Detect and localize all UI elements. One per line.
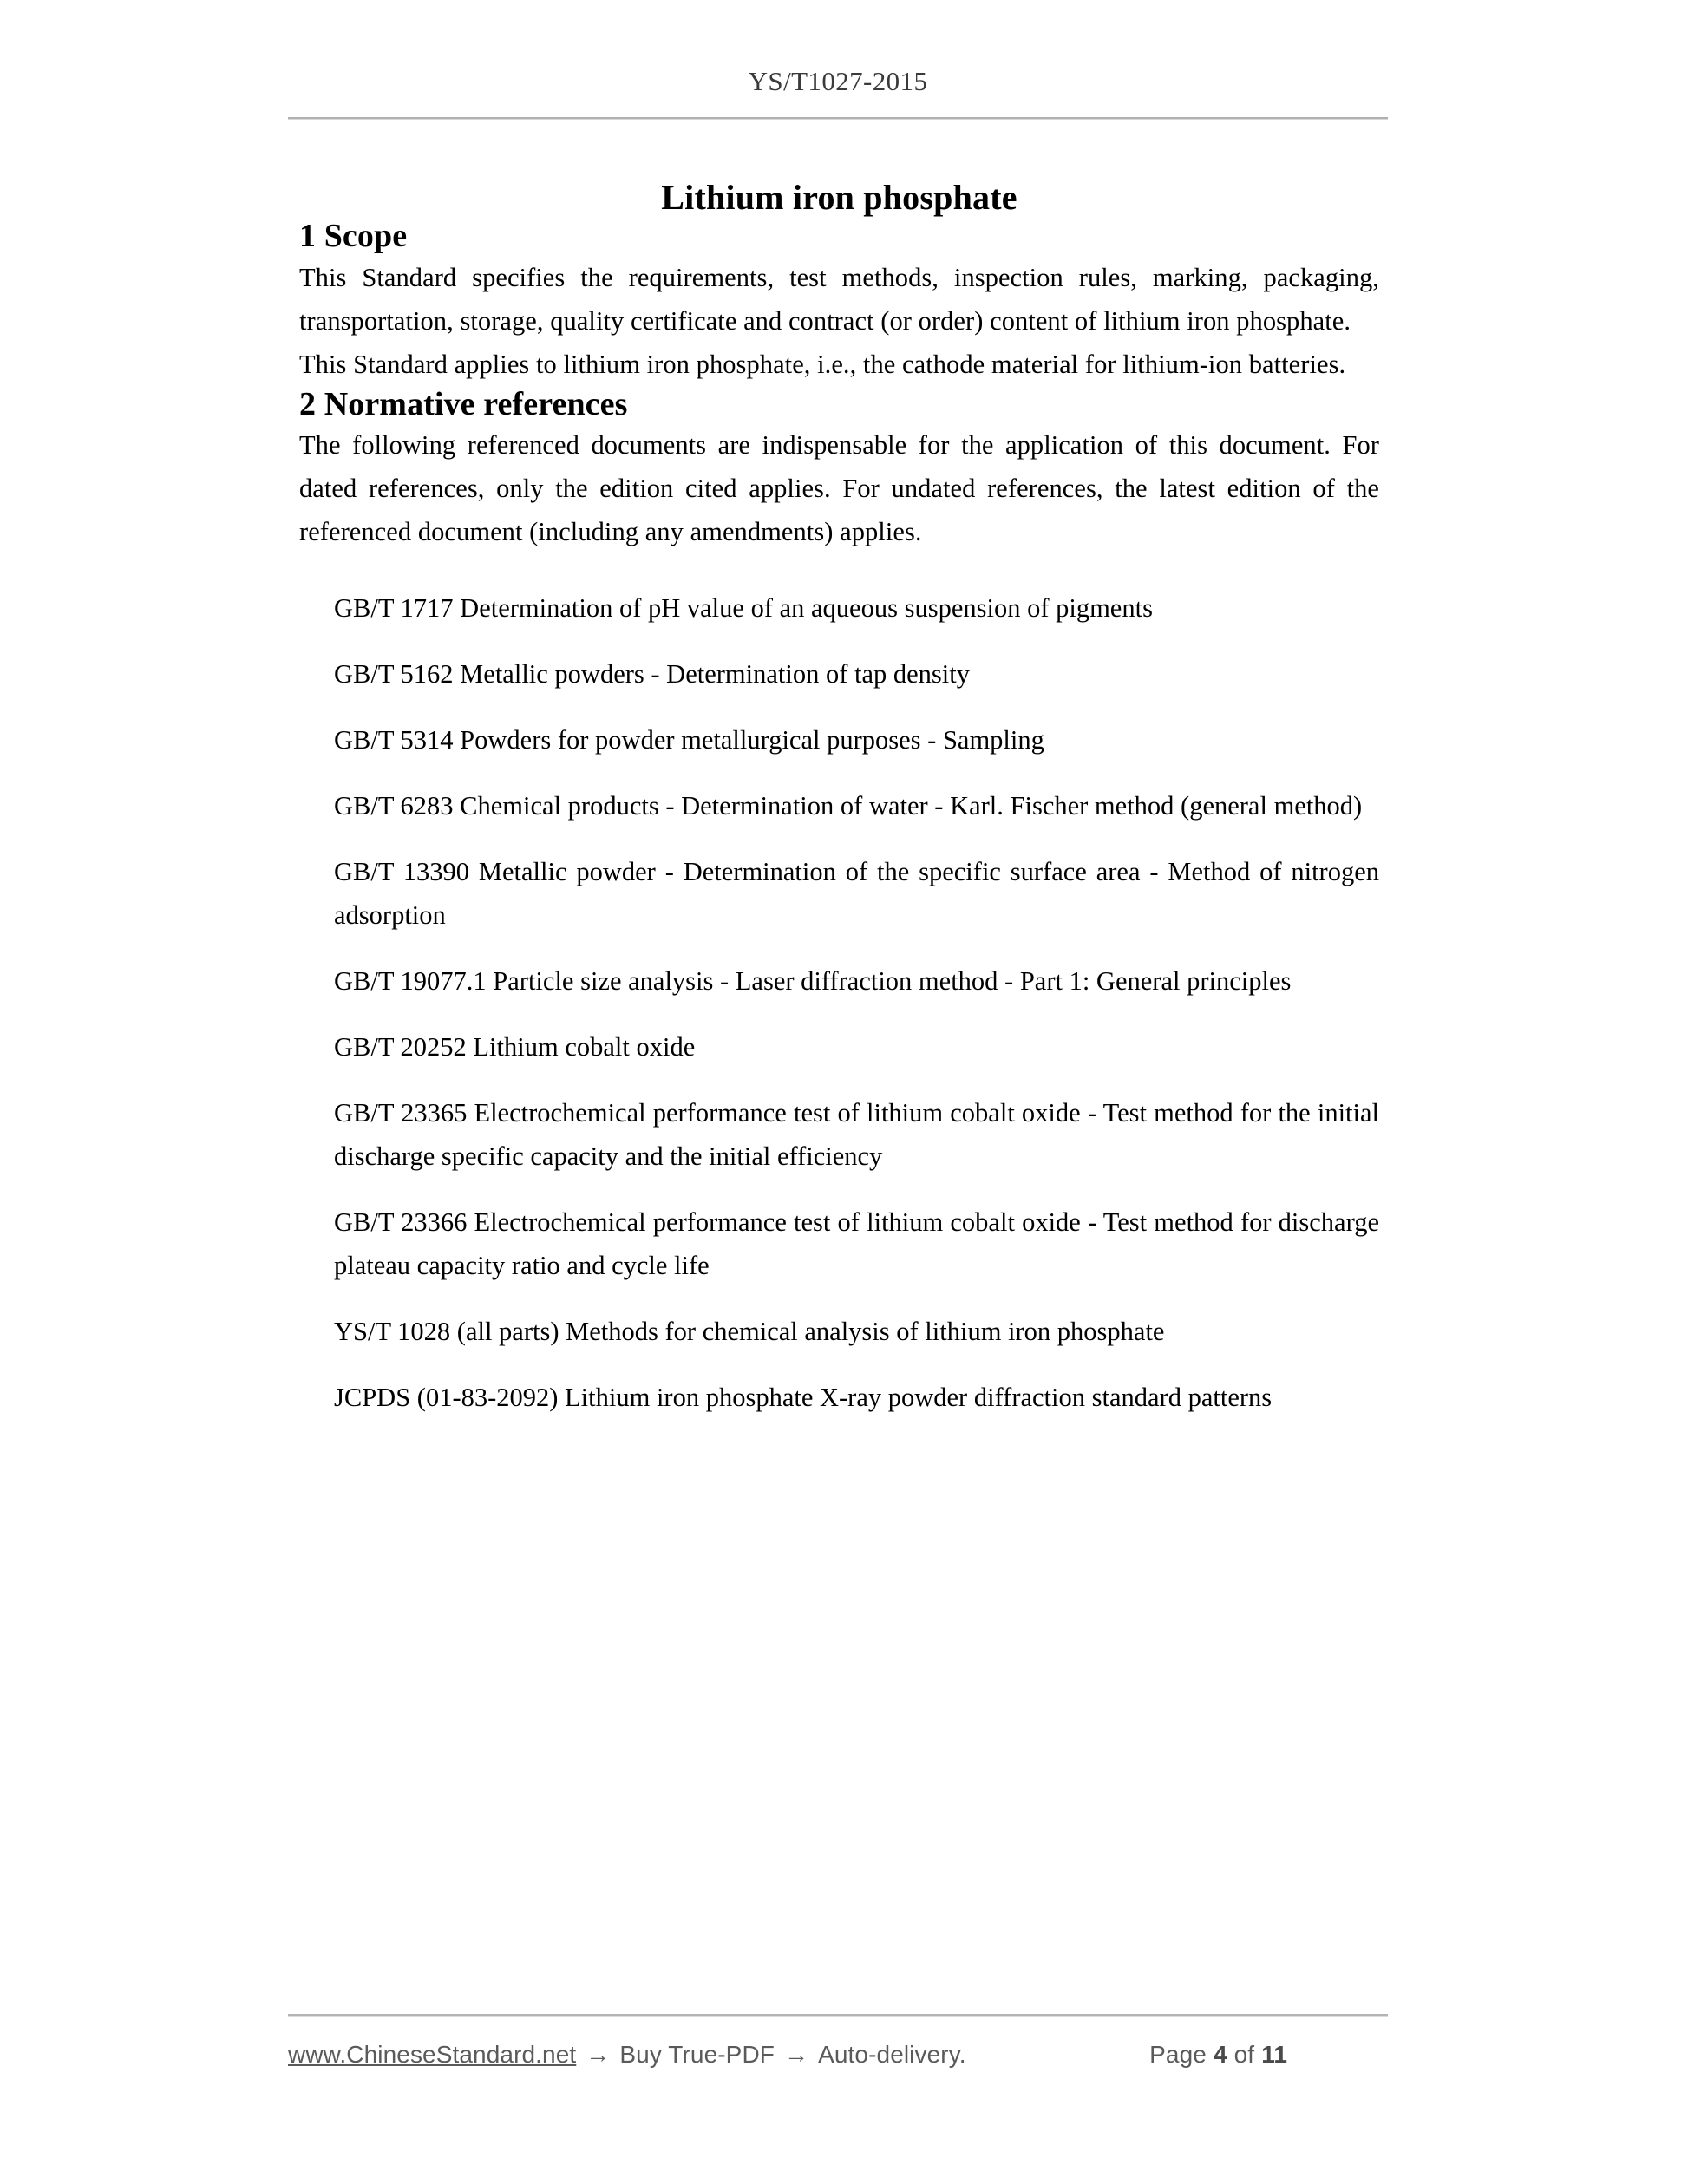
list-item: GB/T 5162 Metallic powders - Determination of tap density — [334, 659, 970, 690]
list-item: GB/T 23365 Electrochemical performance test of lithium cobalt oxide - Test method for the initial discharge specific capacity and the initial efficiency — [334, 1098, 1379, 1172]
page-label: Page — [1149, 2041, 1207, 2068]
standard-code-header: YS/T1027-2015 — [748, 66, 928, 96]
page-header — [288, 68, 1388, 127]
list-item: GB/T 1717 Determination of pH value of an aqueous suspension of pigments — [334, 593, 1153, 624]
arrow-right-icon: → — [586, 2041, 611, 2068]
list-item: JCPDS (01-83-2092) Lithium iron phosphate X-ray powder diffraction standard patterns — [334, 1383, 1273, 1413]
list-item: GB/T 5314 Powders for powder metallurgical purposes - Sampling — [334, 725, 1044, 755]
document-body — [299, 165, 1379, 1419]
list-item: GB/T 6283 Chemical products - Determination of water - Karl. Fischer method (general method) — [334, 791, 1363, 821]
page-title: Lithium iron phosphate — [661, 178, 1017, 217]
footer-promo-auto-delivery: Auto-delivery. — [818, 2041, 966, 2068]
scope-paragraph-2: This Standard applies to lithium iron phosphate, i.e., the cathode material for lithium-ion batteries. — [299, 349, 1346, 379]
page-footer — [288, 2014, 1388, 2069]
normative-reference-list — [299, 586, 1379, 1419]
section-heading-scope: 1 Scope — [299, 218, 408, 254]
list-item: YS/T 1028 (all parts) Methods for chemical analysis of lithium iron phosphate — [334, 1317, 1165, 1347]
scope-paragraph-1: This Standard specifies the requirements, test methods, inspection rules, marking, packaging, transportation, storage, quality certificate and contract (or order) content of lithium iron phosphate. — [299, 262, 1379, 336]
list-item: GB/T 20252 Lithium cobalt oxide — [334, 1032, 696, 1063]
footer-divider — [288, 2014, 1388, 2017]
list-item: GB/T 23366 Electrochemical performance test of lithium cobalt oxide - Test method for discharge plateau capacity ratio and cycle life — [334, 1207, 1379, 1281]
page-total-number: 11 — [1261, 2041, 1287, 2068]
page-of-label: of — [1233, 2041, 1255, 2068]
page-indicator — [1148, 2041, 1292, 2069]
arrow-right-icon: → — [783, 2041, 809, 2068]
header-divider — [288, 117, 1388, 120]
list-item: GB/T 13390 Metallic powder - Determination of the specific surface area - Method of nitrogen adsorption — [334, 857, 1379, 931]
footer-row — [288, 2041, 1388, 2069]
footer-promo-buy-true-pdf: Buy True-PDF — [619, 2041, 775, 2068]
footer-website-link[interactable]: www.ChineseStandard.net — [288, 2041, 577, 2068]
section-heading-normative-references: 2 Normative references — [299, 385, 628, 422]
list-item: GB/T 19077.1 Particle size analysis - Laser diffraction method - Part 1: General principles — [334, 966, 1292, 997]
page-current-number: 4 — [1213, 2041, 1227, 2068]
normative-references-intro: The following referenced documents are indispensable for the application of this document. For dated references, only the edition cited applies. For undated references, the latest edition of the referenced document (including any amendments) applies. — [299, 430, 1379, 547]
